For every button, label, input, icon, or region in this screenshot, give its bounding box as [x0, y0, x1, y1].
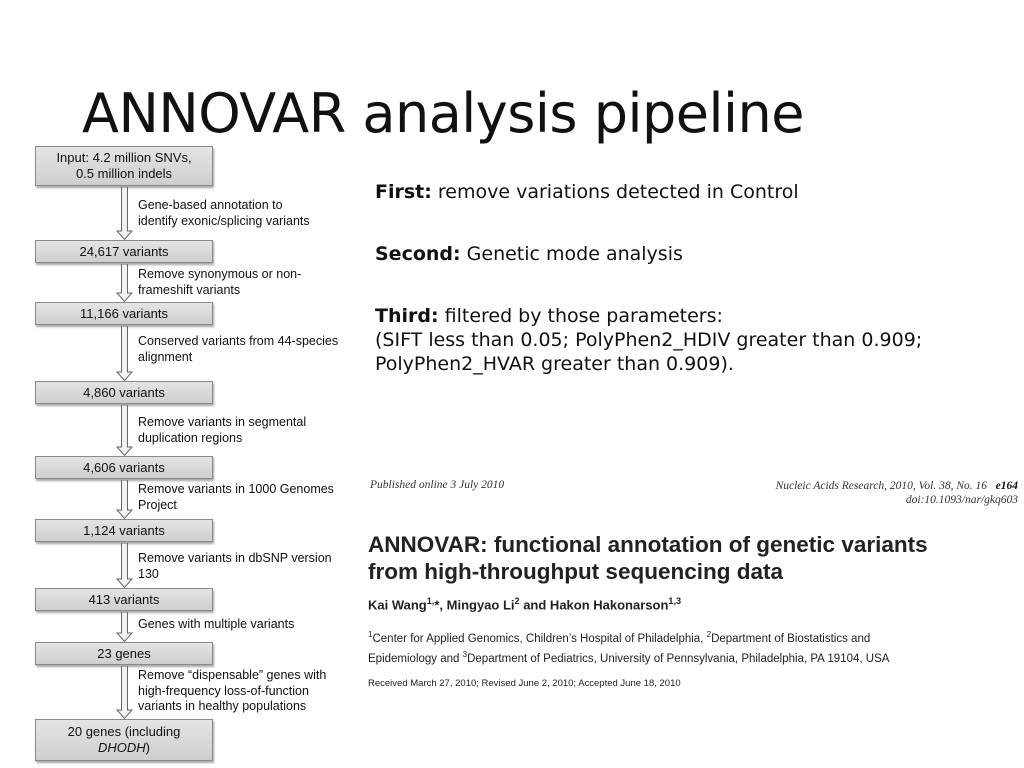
- down-arrow-icon: [116, 480, 133, 519]
- pipeline-box-variants: 24,617 variants: [35, 240, 213, 263]
- pipeline-step: Remove variants in dbSNP version 130: [138, 551, 332, 581]
- pipeline-step: Remove “dispensable” genes with high-frequency loss-of-function variants in healthy populations: [138, 668, 327, 713]
- box-text: 0.5 million indels: [75, 166, 173, 181]
- criteria-first: First: remove variations detected in Control: [375, 181, 799, 203]
- down-arrow-icon: [116, 405, 133, 456]
- pipeline-box-variants: 4,606 variants: [35, 456, 213, 479]
- paper-affiliations: $^1$Center for Applied Genomics, Children’s Hospital of Philadelphia, $^2$Department of Biostatistics and Epidemiology and $^3$Department of Pediatrics, University of Pennsylvania, Philadelphia, PA 19104, USA: [368, 630, 890, 665]
- pipeline-flowchart: [0, 0, 360, 768]
- pipeline-box-variants: 11,166 variants: [35, 302, 213, 325]
- pipeline-box-variants: 413 variants: [35, 588, 213, 611]
- paper-authors: Kai Wang$^{1,}$*, Mingyao Li$^2$ and Hakon Hakonarson$^{1,3}$: [368, 596, 682, 613]
- pipeline-step: Remove synonymous or non- frameshift variants: [138, 267, 302, 297]
- criteria-third: Third: filtered by those parameters:: [375, 305, 723, 327]
- pipeline-box-variants: 4,860 variants: [35, 381, 213, 404]
- down-arrow-icon: [116, 612, 133, 642]
- pipeline-step: Genes with multiple variants: [138, 617, 295, 631]
- pipeline-step: Conserved variants from 44-species alignment: [138, 334, 339, 364]
- pipeline-step: Remove variants in segmental duplication regions: [138, 415, 307, 445]
- pipeline-step: Gene-based annotation to identify exonic/splicing variants: [138, 198, 310, 228]
- paper-title: ANNOVAR: functional annotation of genetic variants from high-throughput sequencing data: [368, 532, 928, 584]
- pipeline-box-result: 20 genes (including DHODH): [35, 719, 213, 761]
- down-arrow-icon: [116, 326, 133, 381]
- down-arrow-icon: [116, 187, 133, 240]
- criteria-second: Second: Genetic mode analysis: [375, 243, 683, 265]
- slide-title: ANNOVAR analysis pipeline: [82, 82, 804, 145]
- down-arrow-icon: [116, 543, 133, 588]
- box-text: Input: 4.2 million SNVs,: [56, 150, 192, 165]
- doi: doi:10.1093/nar/gkq603: [905, 494, 1018, 506]
- published-date: Published online 3 July 2010: [370, 479, 505, 491]
- pipeline-box-variants: 1,124 variants: [35, 519, 213, 542]
- filter-criteria: [375, 180, 1005, 376]
- pipeline-box-genes: 23 genes: [35, 642, 213, 665]
- journal-citation: Nucleic Acids Research, 2010, Vol. 38, No. 16 e164 doi:10.1093/nar/gkq603: [775, 480, 1018, 506]
- down-arrow-icon: [116, 666, 133, 719]
- criteria-third-line2: (SIFT less than 0.05; PolyPhen2_HDIV greater than 0.909;: [375, 329, 923, 351]
- down-arrow-icon: [116, 264, 133, 302]
- pipeline-step: Remove variants in 1000 Genomes Project: [138, 482, 334, 512]
- pipeline-box-input: [35, 146, 213, 186]
- criteria-third-line3: PolyPhen2_HVAR greater than 0.909).: [375, 353, 734, 375]
- paper-received-dates: Received March 27, 2010; Revised June 2, 2010; Accepted June 18, 2010: [368, 678, 681, 689]
